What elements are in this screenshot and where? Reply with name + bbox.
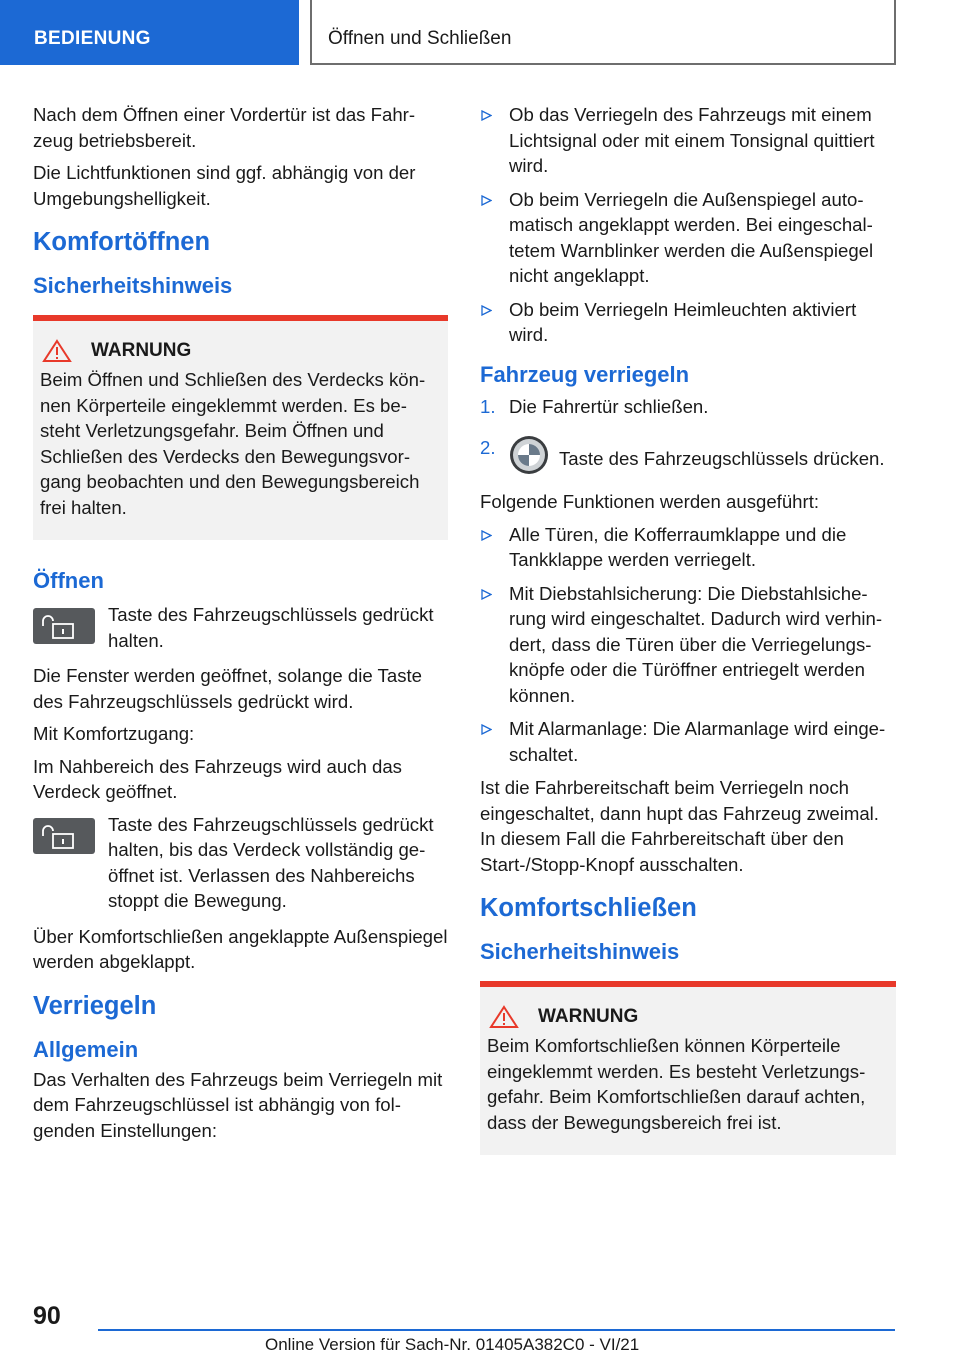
heading-verriegeln: Verriegeln xyxy=(33,991,157,1020)
list-item: Mit Alarmanlage: Die Alarmanlage wird eingeschaltet. xyxy=(480,716,896,767)
paragraph: Folgende Funktionen werden ausgeführt: xyxy=(480,491,820,512)
section-header xyxy=(0,0,299,65)
warning-text: Beim Öffnen und Schließen des Verdecks können Körperteile eingeklemmt werden. Es besteht Verletzungsgefahr. Beim Öffnen und Schließen des Verdecks den Bewegungsvorgang beobachten und den Bewegungsbereich frei halten. xyxy=(40,369,426,518)
heading-fahrzeug-verriegeln: Fahrzeug verriegeln xyxy=(480,361,690,387)
chapter-title: Öffnen und Schließen xyxy=(328,28,512,49)
warning-triangle-icon xyxy=(489,1005,519,1029)
unlock-key-icon xyxy=(33,608,95,644)
list-item: Ob beim Verriegeln die Außenspiegel automatisch angeklappt werden. Bei eingeschaltetem Warnblinker werden die Außenspiegel nicht angeklappt. xyxy=(480,187,896,289)
paragraph: Die Lichtfunktionen sind ggf. abhängig von der Umgebungshelligkeit. xyxy=(33,162,416,209)
heading-oeffnen: Öffnen xyxy=(33,568,104,593)
paragraph: Die Fenster werden geöffnet, solange die Taste des Fahrzeugschlüssels gedrückt wird. xyxy=(33,665,422,712)
section-title: BEDIENUNG xyxy=(34,28,151,49)
step-item: 2. Taste des Fahrzeugschlüssels drücken. xyxy=(480,435,896,475)
warning-text: Beim Komfortschließen können Körperteile eingeklemmt werden. Es besteht Verletzungsgefahr. Beim Komfortschließen darauf achten, dass der Bewegungsbereich frei ist. xyxy=(487,1035,866,1133)
footer-divider xyxy=(98,1329,895,1331)
paragraph: Über Komfortschließen angeklappte Außenspiegel werden abgeklappt. xyxy=(33,925,448,972)
heading-allgemein: Allgemein xyxy=(33,1036,139,1062)
unlock-key-icon xyxy=(33,818,95,854)
paragraph: Mit Komfortzugang: xyxy=(33,723,195,744)
step-item: 1. Die Fahrertür schließen. xyxy=(480,395,709,417)
heading-sicherheitshinweis: Sicherheitshinweis xyxy=(33,273,233,298)
page-number: 90 xyxy=(33,1302,61,1330)
chapter-header xyxy=(310,0,896,65)
triangle-bullet-icon xyxy=(481,110,492,121)
bmw-logo-icon xyxy=(509,435,549,475)
triangle-bullet-icon xyxy=(481,589,492,600)
steps-list xyxy=(480,394,896,476)
settings-list xyxy=(480,102,896,348)
key-instruction xyxy=(33,812,448,914)
warning-box xyxy=(33,315,448,540)
paragraph: Nach dem Öffnen einer Vordertür ist das Fahrzeug betriebsbereit. xyxy=(33,104,416,151)
warning-box xyxy=(480,981,896,1155)
paragraph: Das Verhalten des Fahrzeugs beim Verriegeln mit dem Fahrzeugschlüssel ist abhängig von folgenden Einstellungen: xyxy=(33,1068,443,1141)
warning-label: WARNUNG xyxy=(538,1006,639,1027)
right-column xyxy=(480,102,896,1183)
warning-triangle-icon xyxy=(42,339,72,363)
list-item: Ob das Verriegeln des Fahrzeugs mit einem Lichtsignal oder mit einem Tonsignal quittiert wird. xyxy=(480,102,896,179)
key-instruction xyxy=(33,602,448,653)
warning-label: WARNUNG xyxy=(91,340,192,361)
heading-komfortoeffnen: Komfortöffnen xyxy=(33,228,211,256)
triangle-bullet-icon xyxy=(481,530,492,541)
paragraph: Ist die Fahrbereitschaft beim Verriegeln noch eingeschaltet, dann hupt das Fahrzeug zweimal. In diesem Fall die Fahrbereitschaft über den Start-/Stopp-Knopf ausschalten. xyxy=(480,777,879,875)
list-item: Ob beim Verriegeln Heimleuchten aktiviert wird. xyxy=(480,297,896,348)
list-item: Mit Diebstahlsicherung: Die Diebstahlsicherung wird eingeschaltet. Dadurch wird verhindert, dass die Türen über die Verriegelungsknöpfe oder die Türöffner entriegelt werden können. xyxy=(480,581,896,709)
heading-sicherheitshinweis: Sicherheitshinweis xyxy=(480,939,680,964)
triangle-bullet-icon xyxy=(481,305,492,316)
heading-komfortschliessen: Komfortschließen xyxy=(480,894,697,922)
paragraph: Im Nahbereich des Fahrzeugs wird auch das Verdeck geöffnet. xyxy=(33,755,402,802)
triangle-bullet-icon xyxy=(481,195,492,206)
triangle-bullet-icon xyxy=(481,724,492,735)
footer-text: Online Version für Sach-Nr. 01405A382C0 - VI/21 xyxy=(265,1335,640,1354)
left-column xyxy=(33,102,448,1150)
list-item: Alle Türen, die Kofferraumklappe und die Tankklappe werden verriegelt. xyxy=(480,522,896,573)
functions-list xyxy=(480,522,896,768)
key-instruction-text: Taste des Fahrzeugschlüssels gedrückt halten. xyxy=(108,604,434,651)
key-instruction-text: Taste des Fahrzeugschlüssels gedrückt halten, bis das Verdeck vollständig geöffnet ist. Verlassen des Nahbereichs stoppt die Bewegung. xyxy=(108,813,434,911)
